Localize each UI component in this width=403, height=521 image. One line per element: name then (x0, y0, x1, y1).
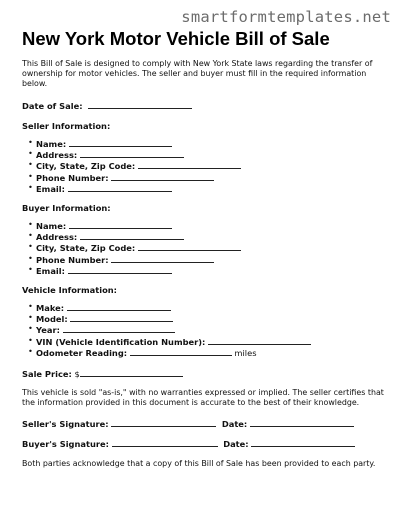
seller-name-row (36, 138, 387, 149)
date-of-sale-label: Date of Sale: (22, 100, 83, 111)
buyer-email-row (36, 265, 387, 276)
buyer-signature-date-field[interactable] (251, 438, 355, 447)
seller-address-label: Address: (36, 150, 78, 161)
seller-email-row (36, 183, 387, 194)
vehicle-odometer-field[interactable] (130, 347, 232, 356)
document-title: New York Motor Vehicle Bill of Sale (22, 28, 330, 49)
buyer-field-list (22, 220, 387, 277)
odometer-unit: miles (234, 348, 257, 359)
buyer-phone-label: Phone Number: (36, 254, 109, 265)
seller-section-heading: Seller Information: (22, 120, 111, 131)
sale-price-row (22, 368, 387, 379)
buyer-signature-field[interactable] (112, 438, 218, 447)
intro-paragraph: This Bill of Sale is designed to comply with New York State laws regarding the transfer of ownership for motor vehicles. The seller and buyer must fill in the required information below. (22, 59, 373, 89)
buyer-address-row (36, 231, 387, 242)
buyer-city-field[interactable] (138, 242, 241, 251)
buyer-name-field[interactable] (69, 220, 172, 229)
seller-city-label: City, State, Zip Code: (36, 161, 136, 172)
vehicle-model-row (36, 313, 387, 324)
seller-address-row (36, 149, 387, 160)
seller-address-field[interactable] (80, 149, 184, 158)
buyer-name-row (36, 220, 387, 231)
vehicle-vin-row (36, 336, 387, 347)
buyer-email-label: Email: (36, 266, 65, 277)
vehicle-make-label: Make: (36, 302, 65, 313)
vehicle-odometer-label: Odometer Reading: (36, 348, 128, 359)
sale-price-field[interactable] (80, 368, 183, 377)
buyer-address-label: Address: (36, 232, 78, 243)
date-of-sale-row (22, 100, 387, 111)
vehicle-vin-label: VIN (Vehicle Identification Number): (36, 336, 206, 347)
seller-signature-label: Seller's Signature: (22, 419, 109, 430)
seller-email-label: Email: (36, 184, 65, 195)
buyer-city-label: City, State, Zip Code: (36, 243, 136, 254)
seller-city-row (36, 160, 387, 171)
seller-signature-row (22, 418, 387, 429)
acknowledgement-text: Both parties acknowledge that a copy of this Bill of Sale has been provided to each party. (22, 459, 376, 469)
seller-field-list (22, 138, 387, 195)
date-of-sale-field[interactable] (88, 100, 192, 109)
seller-email-field[interactable] (68, 183, 172, 192)
buyer-section-heading: Buyer Information: (22, 202, 111, 213)
seller-phone-label: Phone Number: (36, 172, 109, 183)
vehicle-vin-field[interactable] (208, 336, 311, 345)
buyer-signature-row (22, 438, 387, 449)
seller-signature-field[interactable] (111, 418, 216, 427)
seller-phone-field[interactable] (111, 172, 214, 181)
vehicle-model-label: Model: (36, 314, 68, 325)
bill-of-sale-document (22, 28, 387, 469)
vehicle-make-row (36, 302, 387, 313)
watermark: smartformtemplates.net (181, 8, 391, 26)
buyer-signature-label: Buyer's Signature: (22, 439, 109, 450)
seller-signature-date-field[interactable] (250, 418, 354, 427)
buyer-phone-row (36, 254, 387, 265)
buyer-phone-field[interactable] (111, 254, 214, 263)
buyer-email-field[interactable] (68, 265, 172, 274)
seller-city-field[interactable] (138, 160, 241, 169)
vehicle-field-list (22, 302, 387, 359)
seller-name-label: Name: (36, 138, 67, 149)
vehicle-year-field[interactable] (63, 324, 175, 333)
sale-price-label: Sale Price: (22, 368, 72, 379)
vehicle-year-label: Year: (36, 325, 60, 336)
buyer-address-field[interactable] (80, 231, 184, 240)
as-is-note: This vehicle is sold "as-is," with no warranties expressed or implied. The seller certifies that the information provided in this document is accurate to the best of their knowledge. (22, 387, 384, 407)
vehicle-model-field[interactable] (70, 313, 173, 322)
vehicle-odometer-row (36, 347, 387, 358)
vehicle-make-field[interactable] (67, 302, 171, 311)
seller-name-field[interactable] (69, 138, 172, 147)
vehicle-section-heading: Vehicle Information: (22, 284, 117, 295)
buyer-name-label: Name: (36, 220, 67, 231)
buyer-signature-date-label: Date: (223, 439, 249, 450)
seller-signature-date-label: Date: (221, 419, 248, 430)
sale-price-currency: $ (74, 368, 80, 379)
vehicle-year-row (36, 324, 387, 335)
buyer-city-row (36, 242, 387, 253)
seller-phone-row (36, 172, 387, 183)
